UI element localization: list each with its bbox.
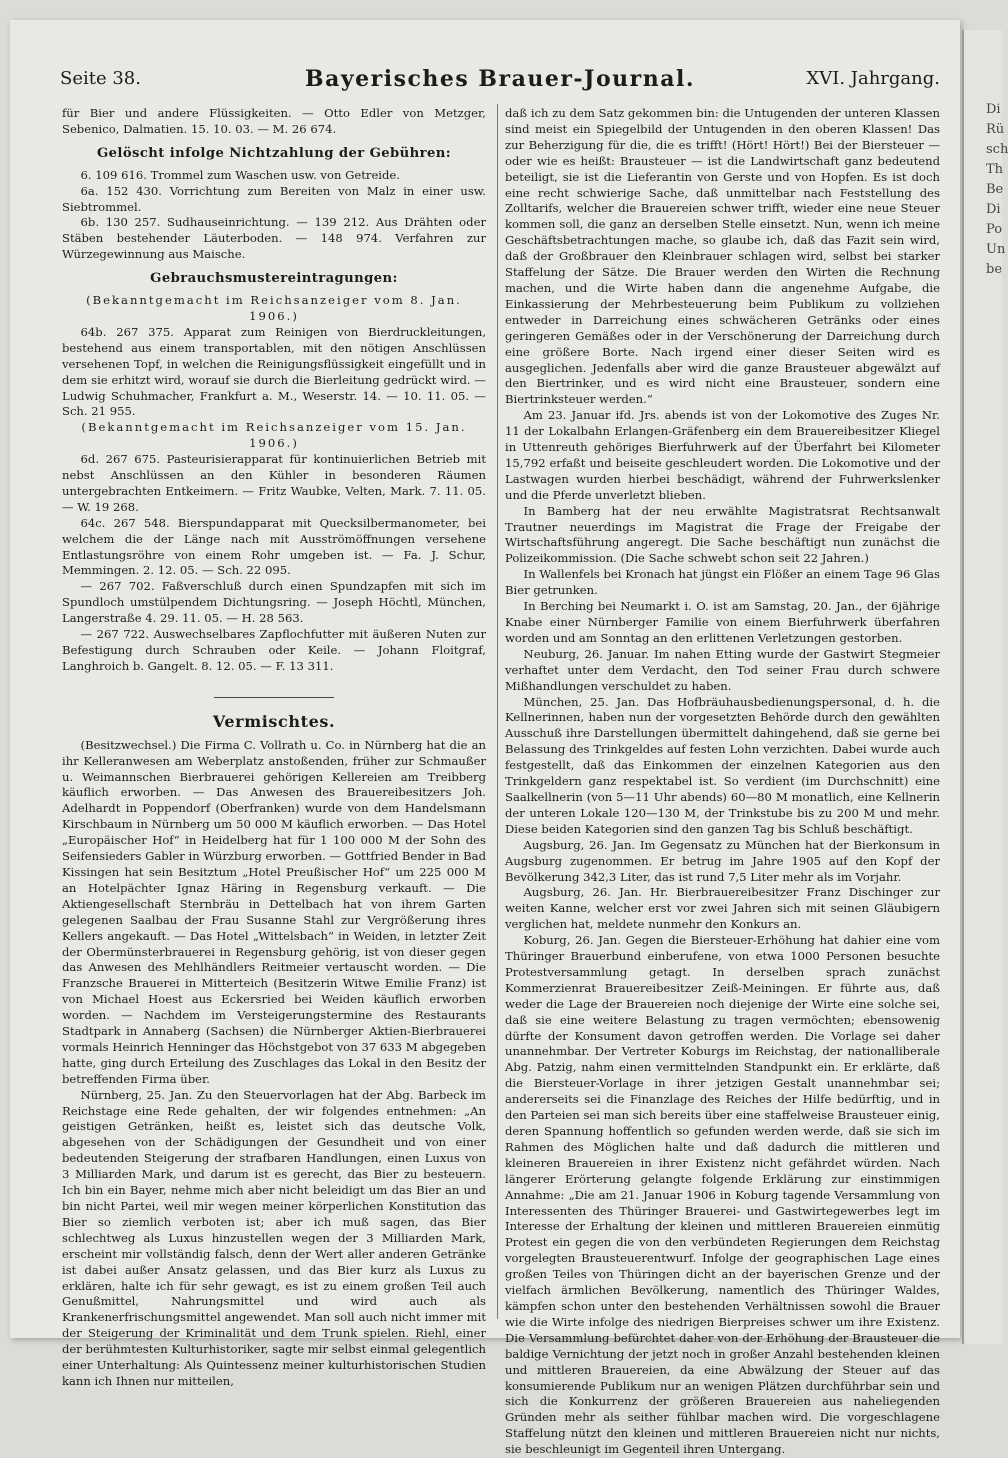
paragraph: 64c. 267 548. Bierspundapparat mit Quecksilbermanometer, bei welchem die der Länge nach mit Ausströmöffnungen versehene Entlastungsröhre von einem Rohr umgeben ist. — Fa. J. Schur, Memmingen. 2. 12. 05. — Sch. 22 095. xyxy=(62,515,486,578)
paragraph: In Bamberg hat der neu erwählte Magistratsrat Rechtsanwalt Trautner neuerdings im Magistrat die Frage der Freigabe der Wirtschaftsführung angeregt. Die Sache beschäftigt nun zunächst die Polizeikommission. (Die Sache schwebt schon seit 22 Jahren.) xyxy=(505,503,940,566)
paragraph: 6. 109 616. Trommel zum Waschen usw. von Getreide. xyxy=(80,167,400,182)
section-separator xyxy=(214,697,334,698)
paragraph: Am 23. Januar ifd. Jrs. abends ist von der Lokomotive des Zuges Nr. 11 der Lokalbahn Erlangen-Gräfenberg ein dem Brauereibesitzer Kliegel in Uttenreuth gehöriges Bierfuhrwerk auf der Überfahrt bei Kilometer 15,792 erfaßt und beiseite geschleudert worden. Die Lokomotive und der Lastwagen wurden hierbei beschädigt, während der Fuhrwerkslenker und die Pferde unverletzt blieben. xyxy=(505,408,940,502)
paragraph: 6a. 152 430. Vorrichtung zum Bereiten von Malz in einer usw. Siebtrommel. xyxy=(62,183,486,214)
paragraph: München, 25. Jan. Das Hofbräuhausbedienungspersonal, d. h. die Kellnerinnen, haben nun der vorgesetzten Behörde durch den gewählten Ausschuß ihre Darstellungen übermittelt dahingehend, daß sie gerne bei Belassung des Trinkgeldes auf festen Lohn verzichten. Dabei wurde auch festgestellt, daß das Einkommen der einzelnen Kategorien aus den Trinkgeldern ganz respektabel ist. So verdient (im Durchschnitt) eine Saalkellnerin (von 5—11 Uhr abends) 60—80 M monatlich, eine Kellnerin der unteren Lokale 120—130 M, der Trinkstube bis zu 200 M und mehr. Diese beiden Kategorien sind den ganzen Tag bis Schluß beschäftigt. xyxy=(505,694,940,836)
paragraph: (Besitzwechsel.) Die Firma C. Vollrath u. Co. in Nürnberg hat die an ihr Kelleranwesen am Weberplatz anstoßenden, früher zur Schmaußer u. Weimannschen Bierbrauerei gehörigen Kellereien am Treibberg käuflich erworben. — Das Anwesen des Brauereibesitzers Joh. Adelhardt in Poppendorf (Oberfranken) wurde von dem Handelsmann Kirschbaum in Nürnberg um 50 000 M käuflich erworben. — Das Hotel „Europäischer Hof“ in Heidelberg hat für 1 100 000 M der Sohn des Seifensieders Gabler in Würzburg erworben. — Gottfried Bender in Bad Kissingen hat sein Besitztum „Hotel Preußischer Hof“ um 225 000 M an Hotelpächter Ignaz Häring in Regensburg verkauft. — Die Aktiengesellschaft Sternbräu in Dettelbach hat von ihrem Garten gelegenen Saalbau der Frau Susanne Stahl zur Vergrößerung ihres Kellers angekauft. — Das Hotel „Wittelsbach“ in Weiden, in letzter Zeit der Obermünsterbrauerei in Regensburg gehörig, ist von dieser gegen das Anwesen des Mehlhändlers Reitmeier vertauscht worden. — Die Franzsche Brauerei in Mitterteich (Besitzerin Witwe Emilie Franz) ist von Michael Hoest aus Eckersried bei Weiden käuflich erworben worden. — Nachdem im Versteigerungstermine des Restaurants Stadtpark in Annaberg (Sachsen) die Nürnberger Aktien-Bierbrauerei vormals Heinrich Henninger das Höchstgebot von 37 633 M abgegeben hatte, ging durch Erteilung des Zuschlages das Lokal in den Besitz der betreffenden Firma über. xyxy=(62,737,486,1086)
publication-note: (Bekanntgemacht im Reichsanzeiger vom 15. Jan. 1906.) xyxy=(81,420,467,451)
volume-year: XVI. Jahrgang. xyxy=(806,68,940,89)
paragraph: Nürnberg, 25. Jan. Zu den Steuervorlagen hat der Abg. Barbeck im Reichstage eine Rede gehalten, der wir folgendes entnehmen: „An geistigen Getränken, heißt es, leistet sich das deutsche Volk, abgesehen von der Schädigungen der Gesundheit und von einer bedeutenden Steigerung der strafbaren Handlungen, einen Luxus von 3 Milliarden Mark, und darum ist es gerecht, das Bier zu besteuern. Ich bin ein Bayer, nehme mich aber nicht beleidigt um das Bier an und bin nicht Partei, weil mir wegen meiner körperlichen Konstitution das Bier so ziemlich verboten ist; aber ich muß sagen, das Bier schlechtweg als Luxus hinzustellen wegen der 3 Milliarden Mark, erscheint mir vollständig falsch, denn der Wert aller anderen Getränke ist dabei außer Ansatz gelassen, und das Bier kurz als Luxus zu erklären, halte ich für sehr gewagt, es ist zu einem großen Teil auch Genußmittel, Nahrungsmittel und wird auch als Krankenerfrischungsmittel angewendet. Man soll auch nicht immer mit der Steigerung der Kriminalität und dem Trunk spielen. Riehl, einer der berühmtesten Kulturhistoriker, sagte mir selbst einmal gelegentlich einer Unterhaltung: Als Quintessenz meiner kulturhistorischen Studien kann ich Ihnen nur mitteilen, xyxy=(62,1087,486,1388)
section-heading-gebrauchsmuster: Gebrauchsmustereintragungen: xyxy=(150,271,398,287)
column-divider xyxy=(497,104,498,1319)
paragraph: Koburg, 26. Jan. Gegen die Biersteuer-Erhöhung hat dahier eine vom Thüringer Brauerbund einberufene, von etwa 1000 Personen besuchte Protestversammlung getagt. In derselben sprach zunächst Kommerzienrat Brauereibesitzer Zeiß-Meiningen. Er führte aus, daß weder die Lage der Brauereien noch diejenige der Wirte eine solche sei, daß sie eine weitere Belastung zu tragen vermöchten; ebensowenig dürfte der Konsument davon getroffen werden. Die Vorlage sei daher unannehmbar. Der Vertreter Koburgs im Reichstag, der nationalliberale Abg. Patzig, nahm einen vermittelnden Standpunkt ein. Er erklärte, daß die Biersteuer-Vorlage in ihrer jetzigen Gestalt unannehmbar sei; andererseits sei die Finanzlage des Reiches der Hilfe bedürftig, und in den Parteien sei man sich bereits über eine staffelweise Brausteuer einig, deren Spannung hoffentlich so gefunden werden werde, daß sie sich im Rahmen des Möglichen halte und daß dadurch die mittleren und kleineren Brauereien in ihrer Existenz nicht gefährdet würden. Nach längerer Erörterung gelangte folgende Erklärung zur einstimmigen Annahme: „Die am 21. Januar 1906 in Koburg tagende Versammlung von Interessenten des Thüringer Brauerei- und Gastwirtegewerbes legt im Interesse der Erhaltung der kleinen und mittleren Brauereien einmütig Protest ein gegen die von den verbündeten Regierungen dem Reichstag vorgelegten Brausteuerentwurf. Infolge der geographischen Lage eines großen Teiles von Thüringen dicht an der bayerischen Grenze und der vielfach ärmlichen Bevölkerung, namentlich des Thüringer Waldes, kämpfen schon unter den bestehenden Verhältnissen sowohl die Brauer wie die Wirte infolge des niedrigen Bierpreises schwer um ihre Existenz. Die Versammlung befürchtet daher von der Erhöhung der Brausteuer die baldige Vernichtung der jetzt noch in großer Anzahl bestehenden kleinen und mittleren Brauereien, da eine Abwälzung der Steuer auf das konsumierende Publikum nur an wenigen Plätzen durchführbar sein und sich die Konkurrenz der größeren Brauereien aus naheliegenden Gründen mehr als seither fühlbar machen wird. Die vorgeschlagene Staffelung nützt den kleinen und mittleren Brauereien nicht nur nichts, sie beschleunigt im Gegenteil ihren Untergang. xyxy=(505,933,940,1457)
paragraph: In Berching bei Neumarkt i. O. ist am Samstag, 20. Jan., der 6jährige Knabe einer Nürnberger Familie von einem Bierfuhrwerk überfahren worden und am Sonntag an den erlittenen Verletzungen gestorben. xyxy=(505,599,940,645)
page-header xyxy=(60,68,940,102)
adjacent-page-edge xyxy=(962,30,1008,1344)
paragraph: — 267 702. Faßverschluß durch einen Spundzapfen mit sich im Spundloch umstülpendem Dichtungsring. — Joseph Höchtl, München, Langerstraße 4. 29. 11. 05. — H. 28 563. xyxy=(62,579,486,626)
paragraph: 6b. 130 257. Sudhauseinrichtung. — 139 212. Aus Drähten oder Stäben bestehender Läuterboden. — 148 974. Verfahren zur Würzegewinnung aus Maische. xyxy=(62,215,486,262)
paragraph: für Bier und andere Flüssigkeiten. — Otto Edler von Metzger, Sebenico, Dalmatien. 15. 10. 03. — M. 26 674. xyxy=(62,106,486,136)
paragraph: Augsburg, 26. Jan. Im Gegensatz zu München hat der Bierkonsum in Augsburg zugenommen. Er betrug im Jahre 1905 auf den Kopf der Bevölkerung 342,3 Liter, das ist rund 7,5 Liter mehr als im Vorjahr. xyxy=(505,837,940,884)
left-column xyxy=(62,106,486,1388)
publication-note: (Bekanntgemacht im Reichsanzeiger vom 8. Jan. 1906.) xyxy=(86,293,462,323)
paragraph: 64b. 267 375. Apparat zum Reinigen von Bierdruckleitungen, bestehend aus einem transportablen, mit den nötigen Anschlüssen versehenen Topf, in welchen die Reinigungsflüssigkeit eingefüllt und in dem sie erhitzt wird, worauf sie durch die Bierleitung gedrückt wird. — Ludwig Schuhmacher, Frankfurt a. M., Weserstr. 14. — 10. 11. 05. — Sch. 21 955. xyxy=(62,324,486,419)
section-heading-vermischtes: Vermischtes. xyxy=(212,711,336,731)
adjacent-page-text: Di Rü sch Th Be Di Po Un be xyxy=(986,102,1008,277)
journal-title: Bayerisches Brauer-Journal. xyxy=(305,66,695,92)
section-heading-geloescht: Gelöscht infolge Nichtzahlung der Gebühren: xyxy=(96,145,452,161)
paragraph: Augsburg, 26. Jan. Hr. Bierbrauereibesitzer Franz Dischinger zur weiten Kanne, welcher erst vor zwei Jahren sich mit seinen Gläubigern verglichen hat, meldete nunmehr den Konkurs an. xyxy=(505,885,940,932)
paragraph: Neuburg, 26. Januar. Im nahen Etting wurde der Gastwirt Stegmeier verhaftet unter dem Verdacht, den Tod seiner Frau durch schwere Mißhandlungen verschuldet zu haben. xyxy=(505,646,940,693)
paragraph: — 267 722. Auswechselbares Zapflochfutter mit äußeren Nuten zur Befestigung durch Schrauben oder Keile. — Johann Floitgraf, Langhroich b. Gangelt. 8. 12. 05. — F. 13 311. xyxy=(62,627,486,673)
page-number: Seite 38. xyxy=(60,68,141,89)
paragraph: In Wallenfels bei Kronach hat jüngst ein Flößer an einem Tage 96 Glas Bier getrunken. xyxy=(505,567,940,598)
paragraph: 6d. 267 675. Pasteurisierapparat für kontinuierlichen Betrieb mit nebst Anschlüssen an den Kühler in besonderen Räumen untergebrachten Entkeimern. — Fritz Waubke, Velten, Mark. 7. 11. 05. — W. 19 268. xyxy=(62,452,486,514)
right-column xyxy=(505,106,940,1457)
paragraph: daß ich zu dem Satz gekommen bin: die Untugenden der unteren Klassen sind meist ein Spiegelbild der Untugenden in den oberen Klassen! Das zur Beherzigung für die, die es trifft! (Hört! Hört!) Bei der Biersteuer — oder wie es heißt: Brausteuer — ist die Landwirtschaft ganz bedeutend beteiligt, sie ist die Lieferantin von Gerste und von Hopfen. Es ist doch eine recht schwierige Sache, daß unmittelbar nach Feststellung des Zolltarifs, welcher die Brauereien schwer trifft, wieder eine neue Steuer kommen soll, die ganz an derselben Stelle einsetzt. Nun, wenn ich meine Geschäftsbetrachtungen mache, so glaube ich, daß das Fazit sein wird, daß der Großbrauer den Kleinbrauer schlagen wird, selbst bei starker Staffelung der Sätze. Die Brauer werden den Wirten die Rechnung machen, und die Wirte haben dann die angenehme Aufgabe, die Einkassierung der Mehrbesteuerung beim Publikum zu vollziehen entweder in Darreichung eines schwächeren Getränks oder eines geringeren Gemäßes oder in der Verschönerung der Darreichung durch eine größere Borte. Nach irgend einer dieser Seiten wird es ausgeglichen. Jedenfalls aber wird die ganze Brausteuer abgewälzt auf den Biertrinker, und es wird nicht eine Brausteuer, sondern eine Biertrinksteuer werden.“ xyxy=(505,106,940,407)
